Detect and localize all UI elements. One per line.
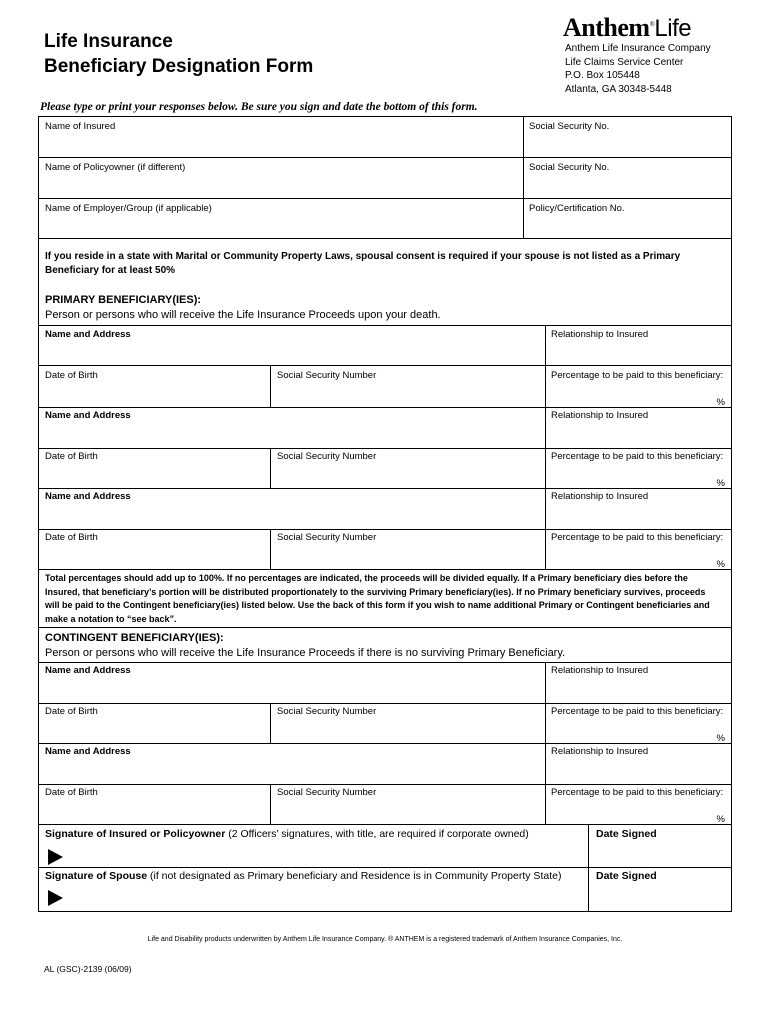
primary-3-name-address-field[interactable]: Name and Address [45,491,131,502]
spousal-consent-notice: If you reside in a state with Marital or Community Property Laws, spousal consent is required if your spouse is not listed as a Primary Beneficiary for at least 50% [45,251,681,276]
primary-2-dob-field[interactable]: Date of Birth [45,451,98,462]
contingent-2-relationship-field[interactable]: Relationship to Insured [551,746,649,757]
primary-3-dob-field[interactable]: Date of Birth [45,532,98,543]
contingent-beneficiary-title: CONTINGENT BENEFICIARY(IES): [45,632,224,644]
date-signed-2-field[interactable]: Date Signed [596,870,657,882]
name-of-insured-field[interactable]: Name of Insured [45,121,116,132]
insured-signature-field[interactable] [49,841,579,867]
title-line-2: Beneficiary Designation Form [44,56,314,77]
contingent-1-name-address-field[interactable]: Name and Address [45,665,131,676]
primary-2-percentage-field[interactable]: Percentage to be paid to this beneficiary: [551,451,724,462]
company-line: Atlanta, GA 30348-5448 [565,83,672,95]
primary-1-percentage-field[interactable]: Percentage to be paid to this beneficiary: [551,370,724,381]
primary-beneficiary-title: PRIMARY BENEFICIARY(IES): [45,294,202,306]
anthem-life-logo: Anthem®Life [563,13,692,42]
policyowner-ssn-field[interactable]: Social Security No. [529,162,610,173]
employer-group-field[interactable]: Name of Employer/Group (if applicable) [45,203,212,214]
primary-1-ssn-field[interactable]: Social Security Number [277,370,377,381]
contingent-1-ssn-field[interactable]: Social Security Number [277,706,377,717]
percent-sign: % [716,397,725,408]
contingent-2-name-address-field[interactable]: Name and Address [45,746,131,757]
percent-sign: % [716,733,725,744]
contingent-2-dob-field[interactable]: Date of Birth [45,787,98,798]
primary-3-relationship-field[interactable]: Relationship to Insured [551,491,649,502]
percent-sign: % [716,559,725,570]
primary-1-name-address-field[interactable]: Name and Address [45,329,131,340]
company-line: Life Claims Service Center [565,56,684,68]
contingent-2-percentage-field[interactable]: Percentage to be paid to this beneficiary: [551,787,724,798]
primary-beneficiary-subtitle: Person or persons who will receive the Life Insurance Proceeds upon your death. [45,309,441,321]
insured-ssn-field[interactable]: Social Security No. [529,121,610,132]
spouse-signature-field[interactable] [49,884,579,910]
primary-2-name-address-field[interactable]: Name and Address [45,410,131,421]
contingent-beneficiary-subtitle: Person or persons who will receive the Life Insurance Proceeds if there is no surviving Primary Beneficiary. [45,647,566,659]
primary-2-ssn-field[interactable]: Social Security Number [277,451,377,462]
percent-sign: % [716,814,725,825]
form-title [44,29,313,79]
percentage-totals-notice: Total percentages should add up to 100%. If no percentages are indicated, the proceeds will be divided equally. If a Primary beneficiary dies before the Insured, that beneficiary’s portion will be distributed proportionately to the surviving Primary beneficiary(ies). If no Primary beneficiary survives, proceeds will be paid to the Contingent beneficiary(ies) listed below. Use the back of this form if you wish to name additional Primary or Contingent beneficiaries and make a notation to “see back”. [45,573,710,624]
company-line: P.O. Box 105448 [565,70,640,81]
instructions: Please type or print your responses below. Be sure you sign and date the bottom of this form. [40,101,478,113]
percent-sign: % [716,478,725,489]
primary-3-ssn-field[interactable]: Social Security Number [277,532,377,543]
company-line: Anthem Life Insurance Company [565,43,711,54]
primary-1-dob-field[interactable]: Date of Birth [45,370,98,381]
date-signed-1-field[interactable]: Date Signed [596,828,657,840]
policy-number-field[interactable]: Policy/Certification No. [529,203,625,214]
spouse-signature-label: Signature of Spouse (if not designated as Primary beneficiary and Residence is in Community Property State) [45,870,562,882]
contingent-1-percentage-field[interactable]: Percentage to be paid to this beneficiary: [551,706,724,717]
footer-disclaimer: Life and Disability products underwritten by Anthem Life Insurance Company. ® ANTHEM is a registered trademark of Anthem Insurance Companies, Inc. [147,936,623,943]
contingent-2-ssn-field[interactable]: Social Security Number [277,787,377,798]
primary-1-relationship-field[interactable]: Relationship to Insured [551,329,649,340]
policyowner-field[interactable]: Name of Policyowner (if different) [45,162,186,173]
form-number: AL (GSC)-2139 (06/09) [44,964,132,974]
contingent-1-dob-field[interactable]: Date of Birth [45,706,98,717]
primary-3-percentage-field[interactable]: Percentage to be paid to this beneficiary: [551,532,724,543]
company-address [565,42,711,96]
title-line-1: Life Insurance [44,31,173,52]
insured-signature-label: Signature of Insured or Policyowner (2 Officers’ signatures, with title, are required if corporate owned) [45,828,529,840]
primary-2-relationship-field[interactable]: Relationship to Insured [551,410,649,421]
form-box [38,116,732,912]
contingent-1-relationship-field[interactable]: Relationship to Insured [551,665,649,676]
